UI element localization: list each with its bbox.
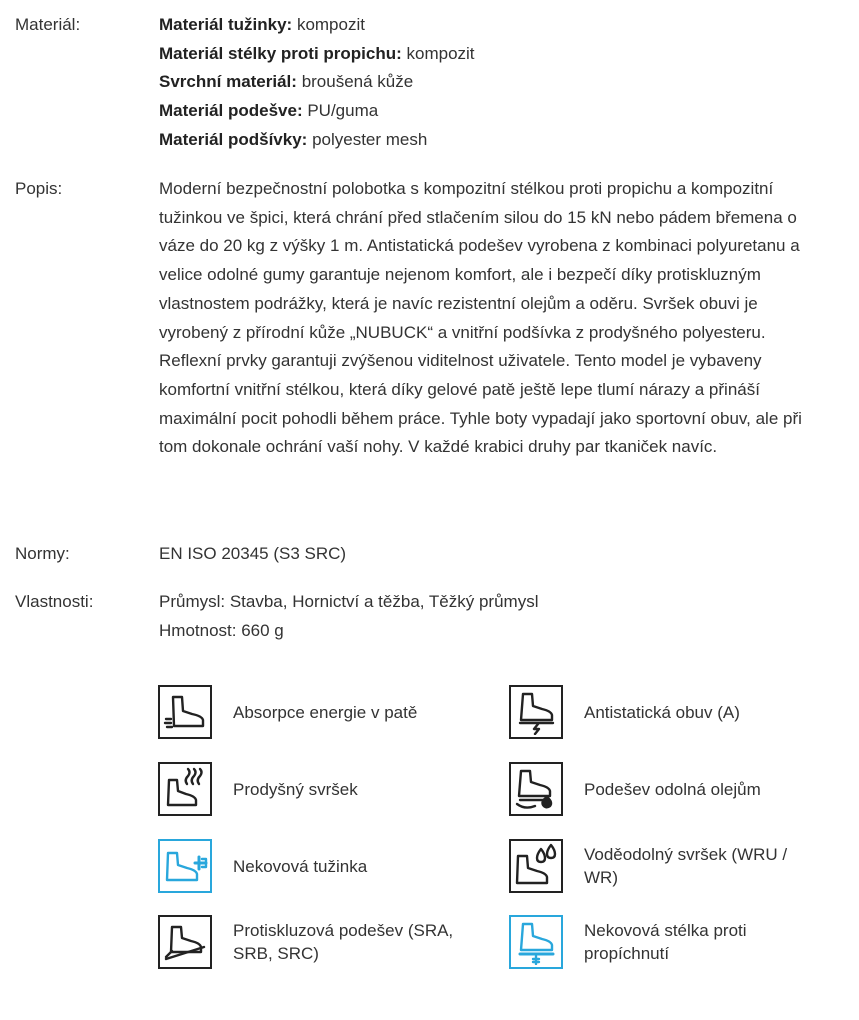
feature-label: Absorpce energie v patě xyxy=(233,702,418,722)
material-item xyxy=(159,97,829,126)
material-item xyxy=(159,68,829,97)
material-item-value: polyester mesh xyxy=(312,129,428,149)
feature-item xyxy=(158,836,473,896)
material-item xyxy=(159,126,829,155)
material-item-value: kompozit xyxy=(406,43,475,63)
material-label: Materiál: xyxy=(15,15,81,34)
breathable-upper-icon xyxy=(158,762,212,816)
feature-label: Protiskluzová podešev (SRA, SRB, SRC) xyxy=(233,921,454,963)
non-metal-midsole-icon xyxy=(509,915,563,969)
material-item-key: Materiál tužinky: xyxy=(159,15,293,34)
norms-value: EN ISO 20345 (S3 SRC) xyxy=(159,544,347,563)
feature-label: Voděodolný svršek (WRU / WR) xyxy=(584,845,788,887)
feature-label: Antistatická obuv (A) xyxy=(584,702,740,722)
heel-energy-absorption-icon xyxy=(158,685,212,739)
norms-label: Normy: xyxy=(15,544,70,563)
feature-item xyxy=(509,912,824,972)
description-label: Popis: xyxy=(15,179,63,198)
properties-line: Průmysl: Stavba, Hornictví a těžba, Těžký průmysl xyxy=(159,592,539,611)
feature-item xyxy=(158,912,473,972)
properties-list xyxy=(159,588,829,645)
material-item-value: broušená kůže xyxy=(301,72,414,92)
properties-label: Vlastnosti: xyxy=(15,592,94,611)
material-item-key: Svrchní materiál: xyxy=(159,72,297,92)
properties-line: Hmotnost: 660 g xyxy=(159,620,284,640)
feature-item xyxy=(158,759,473,819)
feature-item xyxy=(509,682,824,742)
material-list xyxy=(159,11,829,155)
material-item xyxy=(159,40,829,69)
material-item-key: Materiál stélky proti propichu: xyxy=(159,43,402,63)
material-item-key: Materiál podšívky: xyxy=(159,129,308,149)
water-resistant-upper-icon xyxy=(509,839,563,893)
material-item-key: Materiál podešve: xyxy=(159,101,303,121)
feature-label: Nekovová stélka proti propíchnutí xyxy=(584,921,747,963)
material-item xyxy=(159,11,829,40)
feature-label: Podešev odolná olejům xyxy=(584,779,761,799)
feature-item xyxy=(509,759,824,819)
material-item-value: PU/guma xyxy=(307,101,379,121)
feature-item xyxy=(509,836,824,896)
feature-item xyxy=(158,682,473,742)
oil-resistant-sole-icon xyxy=(509,762,563,816)
feature-label: Nekovová tužinka xyxy=(233,856,368,876)
feature-label: Prodyšný svršek xyxy=(233,779,358,799)
non-metal-toecap-icon xyxy=(158,839,212,893)
description-text: Moderní bezpečnostní polobotka s kompozitní stélkou proti propichu a kompozitní tužinkou ve špici, která chrání před stlačením silou do 15 kN nebo pádem břemena o váze do 20 kg z výšky 1 m. Antistatická podešev vyrobena z kombinaci polyuretanu a velice odolné gumy garantuje nejenom komfort, ale i bezpečí díky protiskluzným vlastnostem podrážky, která je navíc rezistentní olejům a oděru. Svršek obuvi je vyrobený z přírodní kůže „NUBUCK“ a vnitřní podšívka z prodyšného polyesteru. Reflexní prvky garantuji zvýšenou viditelnost uživatele. Tento model je vybaveny komfortní vnitřní stélkou, která díky gelové patě ještě lepe tlumí nárazy a přináší maximální pocit pohodli během práce. Tyhle boty vypadají jako sportovní obuv, ale při tom dokonale ochrání vaší nohy. V každé krabici druhy par tkaniček navíc. xyxy=(159,179,802,457)
material-item-value: kompozit xyxy=(296,15,365,34)
slip-resistant-sole-icon xyxy=(158,915,212,969)
antistatic-shoe-icon xyxy=(509,685,563,739)
